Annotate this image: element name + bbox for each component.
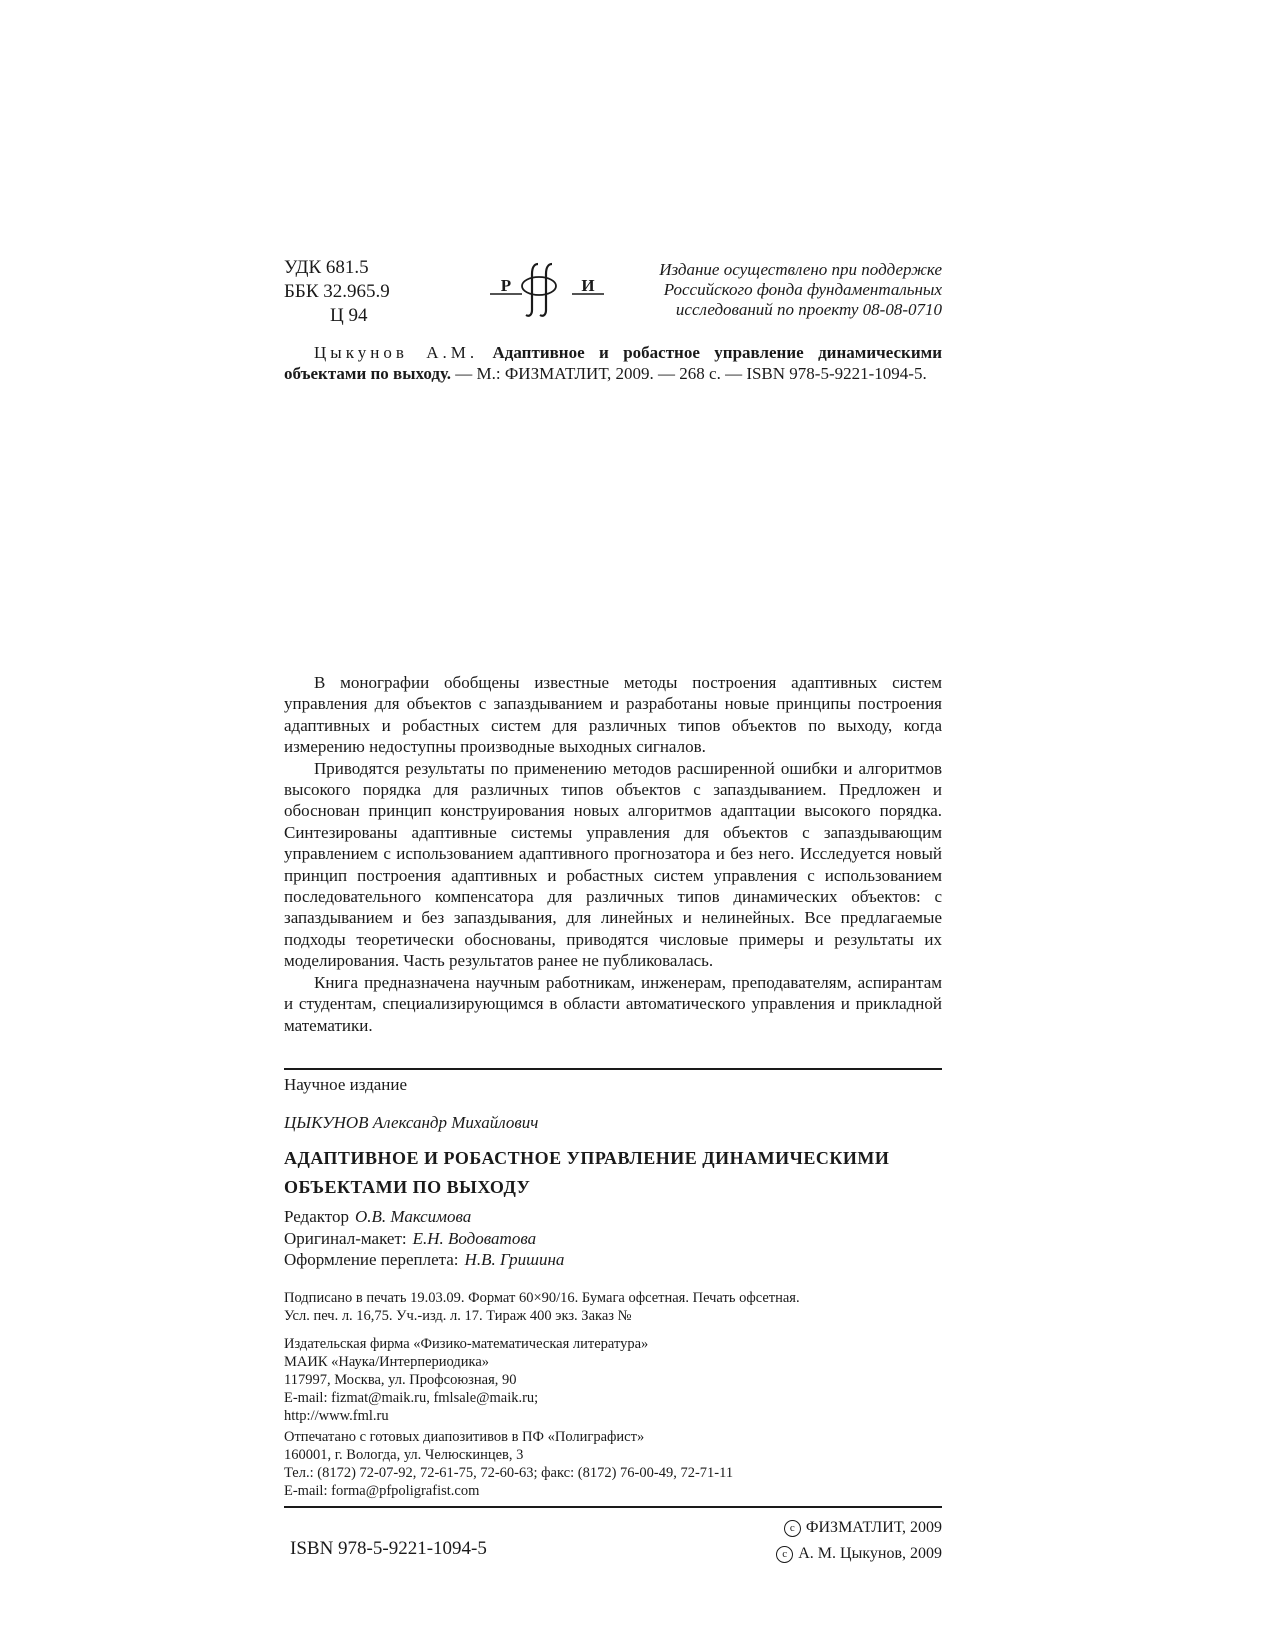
biblio-title: Адаптивное и робастное управление динамическими объектами по выходу. [284, 343, 942, 383]
publisher-line: E-mail: fizmat@maik.ru, fmlsale@maik.ru; [284, 1390, 539, 1406]
publisher-line: МАИК «Наука/Интерпериодика» [284, 1354, 490, 1370]
printer-line: 160001, г. Вологда, ул. Челюскинцев, 3 [284, 1447, 524, 1463]
rffi-letter-i: И [581, 276, 595, 295]
printer-line: Отпечатано с готовых диапозитивов в ПФ «Полиграфист» [284, 1429, 645, 1445]
credit-role: Оформление переплета: [284, 1250, 459, 1269]
print-info-line: Усл. печ. л. 16,75. Уч.-изд. л. 17. Тираж 400 экз. Заказ № [284, 1308, 632, 1324]
biblio-imprint: — М.: ФИЗМАТЛИТ, 2009. — 268 с. — ISBN 978-5-9221-1094-5. [451, 364, 927, 383]
credit-name: О.В. Максимова [355, 1207, 472, 1226]
abstract-paragraph: Приводятся результаты по применению методов расширенной ошибки и алгоритмов высокого порядка для различных типов объектов с запаздыванием. Предложен и обоснован принцип конструирования новых алгоритмов адаптации высокого порядка. Синтезированы адаптивные системы управления для объектов с запаздывающим управлением с использованием адаптивного прогнозатора и без него. Исследуется новый принцип построения адаптивных и робастных систем управления с использованием последовательного компенсатора для различных типов динамических объектов: с запаздыванием и без запаздывания, для линейных и нелинейных. Все предлагаемые подходы теоретически обоснованы, приводятся числовые примеры и результаты их моделирования. Часть результатов ранее не публиковалась. [284, 758, 942, 971]
bbk-code: ББК 32.965.9 [284, 281, 390, 302]
credit-line [284, 1228, 564, 1250]
copyright-line [776, 1515, 942, 1541]
support-line: Издание осуществлено при поддержке [659, 260, 942, 279]
author-mark: Ц 94 [330, 305, 368, 326]
copyright-icon: c [784, 1520, 801, 1537]
printer-info [284, 1428, 942, 1500]
support-line: исследований по проекту 08-08-0710 [675, 300, 942, 319]
rffi-logo [488, 260, 604, 318]
printer-line: E-mail: forma@pfpoligrafist.com [284, 1483, 480, 1499]
isbn: ISBN 978-5-9221-1094-5 [290, 1538, 487, 1559]
printer-line: Тел.: (8172) 72-07-92, 72-61-75, 72-60-63; факс: (8172) 76-00-49, 72-71-11 [284, 1465, 734, 1481]
publisher-line: 117997, Москва, ул. Профсоюзная, 90 [284, 1372, 517, 1388]
book-title: АДАПТИВНОЕ И РОБАСТНОЕ УПРАВЛЕНИЕ ДИНАМИЧЕСКИМИ ОБЪЕКТАМИ ПО ВЫХОДУ [284, 1148, 890, 1197]
support-line: Российского фонда фундаментальных [663, 280, 942, 299]
copyright-block [776, 1515, 942, 1567]
classification-codes [284, 256, 390, 328]
copyright-holder: А. М. Цыкунов, 2009 [798, 1545, 942, 1562]
credit-line [284, 1249, 564, 1271]
copyright-line [776, 1541, 942, 1567]
rffi-letter-r: Р [500, 276, 512, 295]
credit-role: Редактор [284, 1207, 349, 1226]
bibliographic-record [284, 342, 942, 384]
print-info [284, 1289, 942, 1325]
abstract [284, 672, 942, 1036]
credit-name: Е.Н. Водоватова [412, 1228, 537, 1248]
edition-type: Научное издание [284, 1075, 408, 1094]
credit-role: Оригинал-макет: [284, 1228, 407, 1248]
credit-line [284, 1206, 564, 1228]
divider [284, 1506, 942, 1508]
credit-name: Н.В. Гришина [464, 1250, 565, 1269]
udk-code: УДК 681.5 [284, 257, 369, 278]
credits [284, 1206, 564, 1271]
print-info-line: Подписано в печать 19.03.09. Формат 60×90/16. Бумага офсетная. Печать офсетная. [284, 1290, 800, 1306]
publisher-info [284, 1335, 942, 1425]
biblio-author: Цыкунов А.М. [314, 343, 479, 362]
support-note [609, 260, 942, 320]
publisher-line: http://www.fml.ru [284, 1408, 389, 1424]
copyright-holder: ФИЗМАТЛИТ, 2009 [805, 1519, 942, 1536]
abstract-paragraph: Книга предназначена научным работникам, инженерам, преподавателям, аспирантам и студентам, специализирующимся в области автоматического управления и прикладной математики. [284, 972, 942, 1035]
publisher-line: Издательская фирма «Физико-математическая литература» [284, 1336, 649, 1352]
abstract-paragraph: В монографии обобщены известные методы построения адаптивных систем управления для объектов с запаздыванием и разработаны новые принципы построения адаптивных и робастных систем для различных типов объектов по выходу, когда измерению недоступны производные выходных сигналов. [284, 673, 942, 757]
divider [284, 1068, 942, 1070]
copyright-icon: c [776, 1546, 793, 1563]
author-full-name: ЦЫКУНОВ Александр Михайлович [284, 1113, 539, 1132]
